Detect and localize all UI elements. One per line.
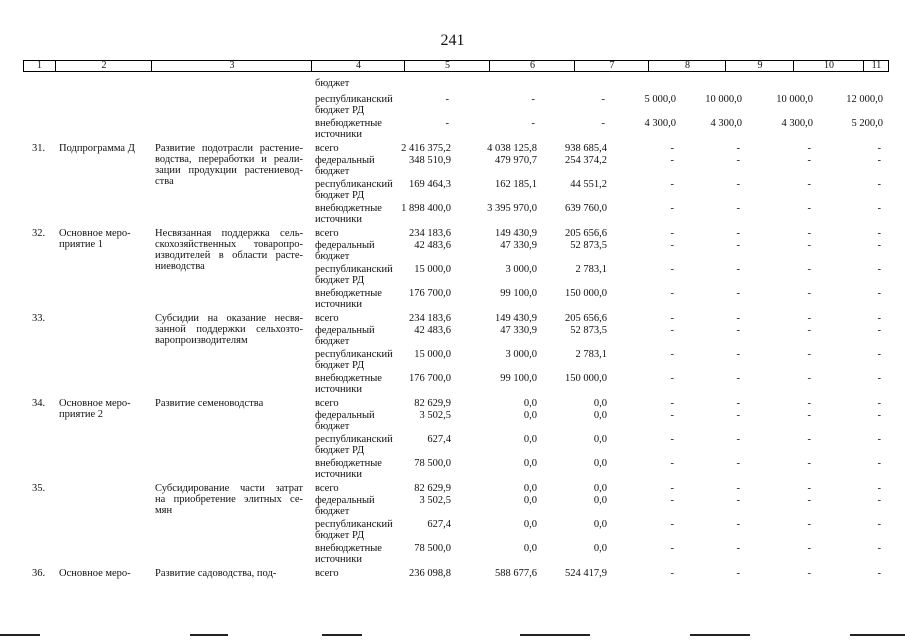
table-cell: 4 300,0: [644, 118, 676, 129]
table-cell: -: [807, 203, 811, 214]
table-cell: 4 300,0: [710, 118, 742, 129]
table-cell: -: [877, 483, 881, 494]
table-cell: 78 500,0: [414, 458, 451, 469]
table-cell: -: [670, 228, 674, 239]
table-cell: 42 483,6: [414, 325, 451, 336]
item-name: приятие 2: [59, 409, 104, 420]
table-cell: -: [877, 203, 881, 214]
table-cell: 0,0: [593, 519, 607, 530]
table-cell: 205 656,6: [565, 228, 607, 239]
table-cell: 4 038 125,8: [487, 143, 537, 154]
table-cell: 82 629,9: [414, 398, 451, 409]
table-cell: 10 000,0: [776, 94, 813, 105]
table-cell: 0,0: [523, 495, 537, 506]
table-cell: -: [670, 155, 674, 166]
table-cell: -: [807, 264, 811, 275]
table-cell: -: [601, 94, 605, 105]
source-label: бюджет: [315, 251, 350, 262]
source-label: внебюджетные: [315, 543, 382, 554]
source-label: республиканский: [315, 94, 393, 105]
source-label: республиканский: [315, 519, 393, 530]
table-cell: 150 000,0: [565, 288, 607, 299]
table-cell: 0,0: [523, 434, 537, 445]
table-cell: 12 000,0: [846, 94, 883, 105]
table-cell: 3 000,0: [505, 264, 537, 275]
table-cell: -: [670, 543, 674, 554]
table-cell: 99 100,0: [500, 373, 537, 384]
table-cell: 1 898 400,0: [401, 203, 451, 214]
table-cell: 99 100,0: [500, 288, 537, 299]
footer-rule: [520, 634, 590, 636]
item-description: Несвязанная поддержка сель-: [155, 228, 303, 239]
source-label: бюджет: [315, 166, 350, 177]
table-cell: -: [670, 519, 674, 530]
header-col-11: 11: [863, 61, 889, 71]
source-label: бюджет: [315, 421, 350, 432]
table-cell: -: [877, 264, 881, 275]
table-cell: 0,0: [523, 398, 537, 409]
table-cell: -: [670, 203, 674, 214]
source-label: источники: [315, 384, 362, 395]
table-cell: -: [736, 228, 740, 239]
source-label: федеральный: [315, 495, 375, 506]
table-cell: 15 000,0: [414, 349, 451, 360]
table-cell: -: [736, 519, 740, 530]
table-cell: 3 502,5: [419, 495, 451, 506]
table-cell: -: [877, 458, 881, 469]
table-cell: 627,4: [427, 519, 451, 530]
table-cell: -: [807, 373, 811, 384]
table-cell: 78 500,0: [414, 543, 451, 554]
table-cell: -: [670, 458, 674, 469]
table-cell: -: [807, 349, 811, 360]
source-label: источники: [315, 469, 362, 480]
table-cell: -: [877, 519, 881, 530]
page-number: 241: [440, 32, 465, 49]
item-description: скохозяйственных товаропро-: [155, 239, 303, 250]
item-description: ниеводства: [155, 261, 205, 272]
source-label: внебюджетные: [315, 203, 382, 214]
item-name: приятие 1: [59, 239, 104, 250]
table-cell: -: [807, 313, 811, 324]
table-cell: -: [807, 434, 811, 445]
table-cell: -: [877, 240, 881, 251]
table-cell: 2 783,1: [575, 349, 607, 360]
table-cell: -: [736, 458, 740, 469]
item-description: зации продукции растениевод-: [155, 165, 303, 176]
table-cell: 149 430,9: [495, 228, 537, 239]
table-cell: -: [670, 349, 674, 360]
table-cell: -: [670, 264, 674, 275]
source-label: федеральный: [315, 325, 375, 336]
table-cell: 479 970,7: [495, 155, 537, 166]
source-label: бюджет РД: [315, 105, 365, 116]
table-cell: 234 183,6: [409, 313, 451, 324]
table-cell: -: [877, 288, 881, 299]
table-cell: -: [736, 483, 740, 494]
table-cell: 150 000,0: [565, 373, 607, 384]
header-col-8: 8: [648, 61, 726, 71]
table-cell: -: [736, 434, 740, 445]
table-cell: 234 183,6: [409, 228, 451, 239]
header-col-9: 9: [725, 61, 794, 71]
table-cell: -: [736, 568, 740, 579]
item-description: мян: [155, 505, 173, 516]
table-cell: 47 330,9: [500, 325, 537, 336]
table-cell: 149 430,9: [495, 313, 537, 324]
table-cell: -: [736, 543, 740, 554]
table-cell: -: [807, 155, 811, 166]
table-cell: -: [531, 118, 535, 129]
table-cell: 2 416 375,2: [401, 143, 451, 154]
source-label: республиканский: [315, 434, 393, 445]
table-cell: -: [670, 288, 674, 299]
table-cell: -: [877, 410, 881, 421]
table-cell: 4 300,0: [781, 118, 813, 129]
table-cell: 0,0: [523, 519, 537, 530]
source-label: всего: [315, 398, 339, 409]
table-cell: -: [877, 143, 881, 154]
source-label: бюджет РД: [315, 360, 365, 371]
header-col-4: 4: [311, 61, 405, 71]
table-cell: 176 700,0: [409, 288, 451, 299]
item-description: ства: [155, 176, 174, 187]
item-number: 36.: [32, 568, 46, 579]
item-description: Субсидии на оказание несвя-: [155, 313, 303, 324]
table-cell: 2 783,1: [575, 264, 607, 275]
table-cell: 44 551,2: [570, 179, 607, 190]
source-label: внебюджетные: [315, 118, 382, 129]
source-label: внебюджетные: [315, 373, 382, 384]
table-cell: -: [877, 434, 881, 445]
table-cell: -: [736, 495, 740, 506]
table-cell: -: [877, 495, 881, 506]
table-cell: -: [807, 240, 811, 251]
table-cell: -: [807, 325, 811, 336]
item-description: Развитие семеноводства: [155, 398, 264, 409]
table-cell: -: [807, 495, 811, 506]
table-cell: -: [736, 155, 740, 166]
source-label: республиканский: [315, 264, 393, 275]
table-cell: -: [877, 568, 881, 579]
item-name: Основное меро-: [59, 398, 131, 409]
footer-rule: [190, 634, 228, 636]
table-cell: 0,0: [523, 458, 537, 469]
footer-rule: [690, 634, 750, 636]
table-cell: 3 395 970,0: [487, 203, 537, 214]
footer-rule: [0, 634, 40, 636]
source-label: бюджет: [315, 78, 350, 89]
table-cell: -: [736, 240, 740, 251]
table-cell: 3 502,5: [419, 410, 451, 421]
table-header: [23, 60, 889, 72]
table-cell: -: [877, 398, 881, 409]
item-description: на приобретение элитных се-: [155, 494, 303, 505]
table-cell: -: [877, 313, 881, 324]
table-cell: 938 685,4: [565, 143, 607, 154]
table-cell: 524 417,9: [565, 568, 607, 579]
source-label: федеральный: [315, 155, 375, 166]
source-label: республиканский: [315, 349, 393, 360]
table-cell: -: [670, 179, 674, 190]
table-cell: 0,0: [593, 543, 607, 554]
table-cell: -: [736, 288, 740, 299]
item-number: 33.: [32, 313, 46, 324]
table-cell: 0,0: [523, 483, 537, 494]
source-label: федеральный: [315, 410, 375, 421]
header-col-1: 1: [37, 60, 42, 71]
source-label: республиканский: [315, 179, 393, 190]
table-cell: -: [670, 434, 674, 445]
table-cell: 0,0: [523, 410, 537, 421]
table-cell: -: [877, 349, 881, 360]
source-label: источники: [315, 299, 362, 310]
table-cell: -: [670, 410, 674, 421]
source-label: источники: [315, 214, 362, 225]
table-cell: -: [807, 179, 811, 190]
table-cell: 42 483,6: [414, 240, 451, 251]
table-cell: 205 656,6: [565, 313, 607, 324]
table-cell: -: [736, 143, 740, 154]
table-cell: -: [736, 325, 740, 336]
header-col-10: 10: [793, 61, 864, 71]
table-cell: -: [445, 94, 449, 105]
table-cell: -: [601, 118, 605, 129]
table-cell: 639 760,0: [565, 203, 607, 214]
table-cell: -: [736, 264, 740, 275]
table-cell: 5 000,0: [644, 94, 676, 105]
table-cell: 0,0: [593, 483, 607, 494]
table-cell: -: [807, 519, 811, 530]
table-cell: 162 185,1: [495, 179, 537, 190]
table-cell: -: [670, 398, 674, 409]
source-label: бюджет: [315, 336, 350, 347]
table-cell: -: [670, 143, 674, 154]
table-cell: -: [531, 94, 535, 105]
item-number: 32.: [32, 228, 46, 239]
table-cell: -: [877, 155, 881, 166]
table-cell: -: [877, 325, 881, 336]
table-cell: 0,0: [593, 458, 607, 469]
table-cell: -: [736, 313, 740, 324]
table-cell: -: [807, 410, 811, 421]
table-cell: 0,0: [593, 434, 607, 445]
item-number: 31.: [32, 143, 46, 154]
table-cell: -: [670, 325, 674, 336]
table-cell: -: [877, 543, 881, 554]
table-cell: -: [736, 373, 740, 384]
header-col-5: 5: [404, 61, 490, 71]
table-cell: 3 000,0: [505, 349, 537, 360]
table-cell: 5 200,0: [851, 118, 883, 129]
source-label: всего: [315, 313, 339, 324]
table-cell: 348 510,9: [409, 155, 451, 166]
table-cell: -: [736, 179, 740, 190]
table-cell: 47 330,9: [500, 240, 537, 251]
header-col-6: 6: [489, 61, 575, 71]
header-col-7: 7: [574, 61, 649, 71]
table-cell: 52 873,5: [570, 325, 607, 336]
table-cell: -: [736, 203, 740, 214]
table-cell: -: [670, 373, 674, 384]
source-label: бюджет: [315, 506, 350, 517]
source-label: бюджет РД: [315, 445, 365, 456]
table-cell: 236 098,8: [409, 568, 451, 579]
source-label: бюджет РД: [315, 190, 365, 201]
table-cell: -: [807, 398, 811, 409]
source-label: источники: [315, 129, 362, 140]
table-cell: -: [670, 483, 674, 494]
table-cell: 10 000,0: [705, 94, 742, 105]
table-cell: -: [877, 179, 881, 190]
table-cell: 0,0: [593, 410, 607, 421]
footer-rule: [322, 634, 362, 636]
item-name: Основное меро-: [59, 568, 131, 579]
item-description: Развитие подотрасли растение-: [155, 143, 303, 154]
source-label: всего: [315, 228, 339, 239]
table-cell: -: [807, 143, 811, 154]
source-label: бюджет РД: [315, 275, 365, 286]
table-cell: -: [736, 398, 740, 409]
table-cell: 254 374,2: [565, 155, 607, 166]
item-description: Субсидирование части затрат: [155, 483, 303, 494]
table-cell: 52 873,5: [570, 240, 607, 251]
source-label: бюджет РД: [315, 530, 365, 541]
footer-rule: [850, 634, 905, 636]
table-cell: 588 677,6: [495, 568, 537, 579]
table-cell: -: [807, 288, 811, 299]
source-label: всего: [315, 483, 339, 494]
item-description: изводителей в области расте-: [155, 250, 303, 261]
item-name: Основное меро-: [59, 228, 131, 239]
source-label: федеральный: [315, 240, 375, 251]
item-name: Подпрограмма Д: [59, 143, 135, 154]
item-description: Развитие садоводства, под-: [155, 568, 277, 579]
table-cell: -: [807, 458, 811, 469]
table-cell: 169 464,3: [409, 179, 451, 190]
source-label: источники: [315, 554, 362, 565]
table-cell: -: [670, 240, 674, 251]
item-number: 34.: [32, 398, 46, 409]
table-cell: 627,4: [427, 434, 451, 445]
table-cell: -: [807, 568, 811, 579]
source-label: внебюджетные: [315, 458, 382, 469]
table-cell: -: [670, 568, 674, 579]
table-cell: -: [877, 373, 881, 384]
header-col-2: 2: [55, 61, 152, 71]
table-cell: -: [670, 313, 674, 324]
table-cell: -: [445, 118, 449, 129]
table-cell: -: [670, 495, 674, 506]
source-label: внебюджетные: [315, 288, 382, 299]
item-description: водства, переработки и реали-: [155, 154, 303, 165]
table-cell: 176 700,0: [409, 373, 451, 384]
table-cell: -: [807, 228, 811, 239]
header-col-3: 3: [151, 61, 312, 71]
table-cell: 0,0: [593, 398, 607, 409]
table-cell: -: [807, 543, 811, 554]
item-number: 35.: [32, 483, 46, 494]
table-cell: 0,0: [523, 543, 537, 554]
table-cell: -: [736, 349, 740, 360]
table-cell: -: [877, 228, 881, 239]
table-cell: 82 629,9: [414, 483, 451, 494]
item-description: занной поддержки сельхозто-: [155, 324, 303, 335]
table-cell: -: [736, 410, 740, 421]
table-cell: 0,0: [593, 495, 607, 506]
source-label: всего: [315, 143, 339, 154]
table-cell: 15 000,0: [414, 264, 451, 275]
table-cell: -: [807, 483, 811, 494]
source-label: всего: [315, 568, 339, 579]
item-description: варопроизводителям: [155, 335, 248, 346]
